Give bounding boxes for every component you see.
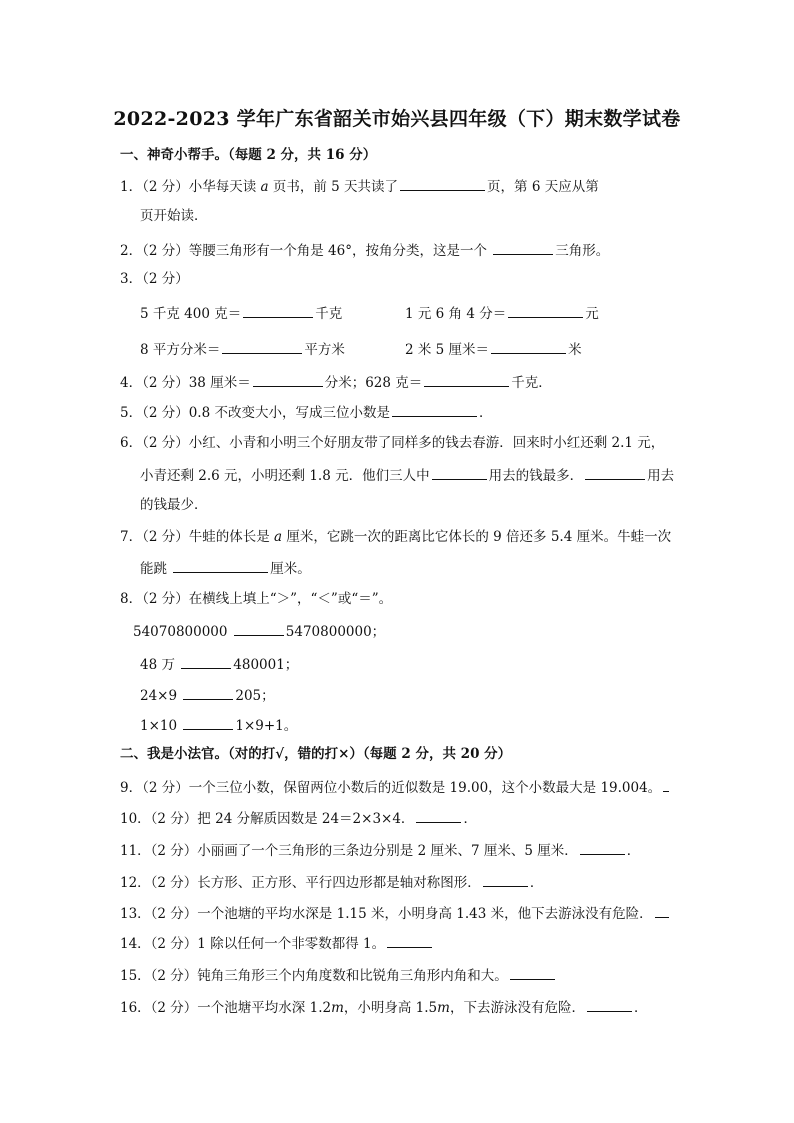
q3-item-2: 1 元 6 角 4 分＝ xyxy=(405,306,507,322)
question-14 xyxy=(120,933,676,953)
q11-text: 11．（2 分）小丽画了一个三角形的三条边分别是 2 厘米、7 厘米、5 厘米． xyxy=(120,843,578,859)
answer-blank[interactable] xyxy=(183,715,233,730)
q6-text-a: 小青还剩 2.6 元，小明还剩 1.8 元．他们三人中 xyxy=(140,468,430,484)
answer-blank[interactable] xyxy=(392,402,477,417)
answer-blank[interactable] xyxy=(222,339,302,354)
answer-blank[interactable] xyxy=(491,339,566,354)
q2-text-b: 三角形。 xyxy=(555,243,610,259)
answer-blank[interactable] xyxy=(416,808,461,823)
comparison-row xyxy=(140,685,696,705)
q16-text-b: ，小明身高 1.5 xyxy=(343,1000,438,1016)
q5-text-a: 5．（2 分）0.8 不改变大小，写成三位小数是 xyxy=(120,405,390,421)
q7-text-a: 7．（2 分）牛蛙的体长是 xyxy=(120,529,275,545)
comparison-right: 480001； xyxy=(233,657,299,673)
answer-blank[interactable] xyxy=(493,240,553,255)
q4-text-a: 4．（2 分）38 厘米＝ xyxy=(120,375,251,391)
q3-unit-3: 平方米 xyxy=(304,342,345,358)
q4-text-b: 分米；628 克＝ xyxy=(324,375,423,391)
answer-blank[interactable] xyxy=(234,621,284,636)
answer-blank[interactable] xyxy=(585,465,645,480)
q13-text: 13．（2 分）一个池塘的平均水深是 1.15 米，小明身高 1.43 米，他下去游泳没有危险． xyxy=(120,906,653,922)
section-heading-2: 二、我是小法官。（对的打√，错的打×）（每题 2 分，共 20 分） xyxy=(120,746,512,762)
answer-blank[interactable] xyxy=(400,176,485,191)
q10-text: 10．（2 分）把 24 分解质因数是 24＝2×3×4． xyxy=(120,811,415,827)
question-11 xyxy=(120,840,676,860)
question-1-line-1 xyxy=(120,176,676,196)
question-3-head: 3．（2 分） xyxy=(120,271,189,287)
q12-period: ． xyxy=(529,875,544,891)
question-7-line-1 xyxy=(120,528,676,546)
answer-blank[interactable] xyxy=(587,997,632,1012)
q1-text-c: 页，第 6 天应从第 xyxy=(487,179,599,195)
q1-text-b: 页书，前 5 天共读了 xyxy=(268,179,399,195)
q3-item-4: 2 米 5 厘米＝ xyxy=(405,342,490,358)
answer-blank[interactable] xyxy=(510,965,555,980)
q16-period: ． xyxy=(633,1000,648,1016)
q3-unit-4: 米 xyxy=(568,342,582,358)
q7-variable: a xyxy=(274,529,283,545)
answer-blank[interactable] xyxy=(181,654,231,669)
q3-item-3: 8 平方分米＝ xyxy=(140,342,221,358)
comparison-left: 24×9 xyxy=(140,688,182,704)
question-6-line-2 xyxy=(140,465,696,485)
comparison-right: 1×9+1。 xyxy=(235,718,298,734)
section-heading-1: 一、神奇小帮手。（每题 2 分，共 16 分） xyxy=(120,147,377,163)
question-6-line-1: 6．（2 分）小红、小青和小明三个好朋友带了同样多的钱去春游．回来时小红还剩 2.1 元， xyxy=(120,435,665,451)
comparison-row xyxy=(140,715,696,735)
q6-text-b: 用去的钱最多． xyxy=(488,468,584,484)
q15-text: 15．（2 分）钝角三角形三个内角度数和比锐角三角形内角和大。 xyxy=(120,968,508,984)
question-1-line-2: 页开始读． xyxy=(140,208,208,224)
question-15 xyxy=(120,965,676,985)
answer-blank[interactable] xyxy=(253,372,323,387)
comparison-left: 48 万 xyxy=(140,657,180,673)
q10-period: ． xyxy=(463,811,477,827)
question-6-line-3: 的钱最少． xyxy=(140,497,208,513)
answer-blank[interactable] xyxy=(663,777,669,792)
comparison-right: 5470800000； xyxy=(285,624,386,640)
question-7-line-2 xyxy=(140,558,696,578)
comparison-row xyxy=(140,654,696,674)
comparison-right: 205； xyxy=(235,688,275,704)
answer-blank[interactable] xyxy=(508,303,583,318)
answer-blank[interactable] xyxy=(424,372,509,387)
q5-text-b: ． xyxy=(478,405,493,421)
q4-text-c: 千克． xyxy=(511,375,552,391)
q1-text-a: 1．（2 分）小华每天读 xyxy=(120,179,261,195)
q16-text-c: ，下去游泳没有危险． xyxy=(449,1000,585,1016)
comparison-left: 54070800000 xyxy=(133,624,232,640)
question-12 xyxy=(120,872,676,892)
q7-text-c: 能跳 xyxy=(140,561,172,577)
q7-text-d: 厘米。 xyxy=(270,561,311,577)
q3-unit-1: 千克 xyxy=(315,306,343,322)
comparison-left: 1×10 xyxy=(140,718,182,734)
q16-text-a: 16．（2 分）一个池塘平均水深 1.2 xyxy=(120,1000,332,1016)
answer-blank[interactable] xyxy=(173,558,268,573)
q1-variable: a xyxy=(260,179,269,195)
question-8-head: 8．（2 分）在横线上填上“＞”，“＜”或“＝”。 xyxy=(120,591,393,607)
answer-blank[interactable] xyxy=(432,465,487,480)
answer-blank[interactable] xyxy=(655,903,669,918)
answer-blank[interactable] xyxy=(387,933,432,948)
q6-text-c: 用去 xyxy=(647,468,675,484)
answer-blank[interactable] xyxy=(580,840,625,855)
question-4 xyxy=(120,372,676,392)
q11-period: ． xyxy=(626,843,641,859)
q16-unit-1: m xyxy=(331,1000,344,1016)
question-13 xyxy=(120,903,676,923)
q3-item-1: 5 千克 400 克＝ xyxy=(140,306,242,322)
q16-unit-2: m xyxy=(437,1000,450,1016)
answer-blank[interactable] xyxy=(483,872,528,887)
question-5 xyxy=(120,402,676,422)
question-10 xyxy=(120,808,676,828)
answer-blank[interactable] xyxy=(243,303,313,318)
q9-text: 9．（2 分）一个三位小数，保留两位小数后的近似数是 19.00，这个小数最大是 19.004。 xyxy=(120,780,662,796)
q3-unit-2: 元 xyxy=(585,306,599,322)
question-2 xyxy=(120,240,676,260)
page-title: 2022-2023 学年广东省韶关市始兴县四年级（下）期末数学试卷 xyxy=(113,108,681,130)
q12-text: 12．（2 分）长方形、正方形、平行四边形都是轴对称图形． xyxy=(120,875,481,891)
question-16 xyxy=(120,997,676,1017)
comparison-row xyxy=(133,621,689,641)
question-9 xyxy=(120,777,676,797)
q2-text-a: 2．（2 分）等腰三角形有一个角是 46°，按角分类，这是一个 xyxy=(120,243,492,259)
answer-blank[interactable] xyxy=(183,685,233,700)
q7-text-b: 厘米，它跳一次的距离比它体长的 9 倍还多 5.4 厘米。牛蛙一次 xyxy=(282,529,672,545)
q14-text: 14．（2 分）1 除以任何一个非零数都得 1。 xyxy=(120,936,386,952)
